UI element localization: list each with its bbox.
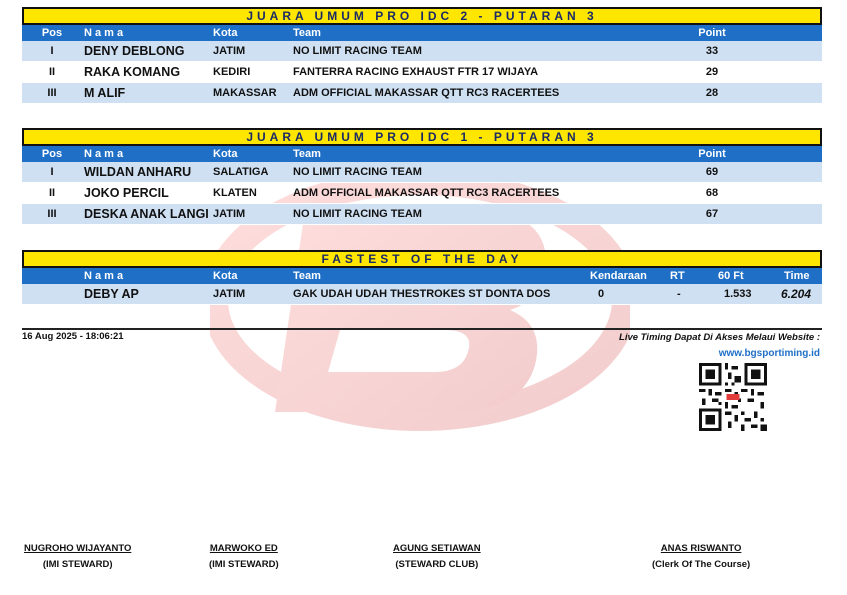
row-point: 28 — [705, 87, 719, 99]
divider — [22, 328, 822, 330]
row-kota: JATIM — [213, 208, 246, 220]
row-team: GAK UDAH UDAH THESTROKES ST DONTA DOS — [293, 288, 551, 300]
col-point: Point — [698, 27, 726, 39]
signature-role: (IMI STEWARD) — [209, 559, 279, 570]
idc1-header-row — [22, 146, 822, 162]
signature-name: NUGROHO WIJAYANTO — [24, 543, 132, 554]
col-nama: N a m a — [84, 27, 124, 39]
row-pos: I — [50, 166, 54, 178]
col-time: Time — [784, 270, 810, 282]
row-team: NO LIMIT RACING TEAM — [293, 45, 422, 57]
col-pos: Pos — [41, 148, 63, 160]
row-kota: KEDIRI — [213, 66, 251, 78]
print-datetime: 16 Aug 2025 - 18:06:21 — [22, 331, 124, 342]
signature-1 — [24, 543, 131, 570]
signature-name: MARWOKO ED — [209, 543, 278, 554]
idc2-title: JUARA UMUM PRO IDC 2 - PUTARAN 3 — [22, 7, 822, 25]
fastest-title: FASTEST OF THE DAY — [22, 250, 822, 268]
idc1-standings — [22, 128, 822, 225]
row-point: 68 — [705, 187, 719, 199]
signature-3 — [393, 543, 481, 570]
table-row — [22, 83, 822, 104]
table-row — [22, 183, 822, 204]
table-row — [22, 41, 822, 62]
table-row — [22, 204, 822, 225]
table-row — [22, 162, 822, 183]
col-kendaraan: Kendaraan — [590, 270, 647, 282]
row-kota: MAKASSAR — [213, 87, 277, 99]
row-kota: SALATIGA — [213, 166, 269, 178]
signature-name: AGUNG SETIAWAN — [393, 543, 481, 554]
col-kota: Kota — [213, 27, 238, 39]
row-pos: II — [48, 187, 56, 199]
signature-role: (STEWARD CLUB) — [395, 559, 479, 570]
col-nama: N a m a — [84, 148, 124, 160]
website-link[interactable]: www.bgsportiming.id — [718, 348, 820, 359]
fastest-of-the-day — [22, 250, 822, 305]
row-team: NO LIMIT RACING TEAM — [293, 208, 422, 220]
row-nama: DENY DEBLONG — [84, 44, 185, 58]
row-pos: I — [50, 45, 54, 57]
row-pos: III — [47, 87, 57, 99]
row-nama: RAKA KOMANG — [84, 65, 181, 79]
row-pos: III — [47, 208, 57, 220]
row-kota: KLATEN — [213, 187, 257, 199]
table-row — [22, 284, 822, 305]
col-team: Team — [293, 270, 321, 282]
row-team: NO LIMIT RACING TEAM — [293, 166, 422, 178]
fastest-header-row — [22, 268, 822, 284]
col-nama: N a m a — [84, 270, 124, 282]
idc2-standings — [22, 7, 822, 104]
row-point: 69 — [705, 166, 719, 178]
row-60ft: 1.533 — [724, 288, 752, 300]
live-timing-text: Live Timing Dapat Di Akses Melaui Website : — [619, 332, 820, 343]
row-nama: M ALIF — [84, 86, 126, 100]
row-team: FANTERRA RACING EXHAUST FTR 17 WIJAYA — [293, 66, 539, 78]
row-rt: - — [677, 288, 681, 300]
col-kota: Kota — [213, 148, 238, 160]
idc1-title: JUARA UMUM PRO IDC 1 - PUTARAN 3 — [22, 128, 822, 146]
signature-role: (Clerk Of The Course) — [652, 559, 751, 570]
idc2-header-row — [22, 25, 822, 41]
row-point: 33 — [705, 45, 719, 57]
col-rt: RT — [670, 270, 685, 282]
signature-role: (IMI STEWARD) — [42, 559, 113, 570]
row-kendaraan: 0 — [598, 288, 605, 300]
row-nama: JOKO PERCIL — [84, 186, 169, 200]
col-team: Team — [293, 27, 321, 39]
col-team: Team — [293, 148, 321, 160]
table-row — [22, 62, 822, 83]
qr-code-icon — [697, 363, 769, 431]
row-kota: JATIM — [213, 45, 246, 57]
row-nama: WILDAN ANHARU — [84, 165, 192, 179]
row-pos: II — [48, 66, 56, 78]
col-point: Point — [698, 148, 726, 160]
row-point: 67 — [705, 208, 719, 220]
row-nama: DESKA ANAK LANGI — [84, 207, 209, 221]
row-team: ADM OFFICIAL MAKASSAR QTT RC3 RACERTEES — [293, 187, 560, 199]
row-nama: DEBY AP — [84, 287, 139, 301]
signature-2 — [209, 543, 279, 570]
row-team: ADM OFFICIAL MAKASSAR QTT RC3 RACERTEES — [293, 87, 560, 99]
col-60ft: 60 Ft — [718, 270, 744, 282]
signature-4 — [652, 543, 750, 570]
col-pos: Pos — [41, 27, 63, 39]
row-time: 6.204 — [781, 287, 812, 301]
col-kota: Kota — [213, 270, 238, 282]
row-kota: JATIM — [213, 288, 246, 300]
signature-name: ANAS RISWANTO — [660, 543, 742, 554]
row-point: 29 — [705, 66, 719, 78]
